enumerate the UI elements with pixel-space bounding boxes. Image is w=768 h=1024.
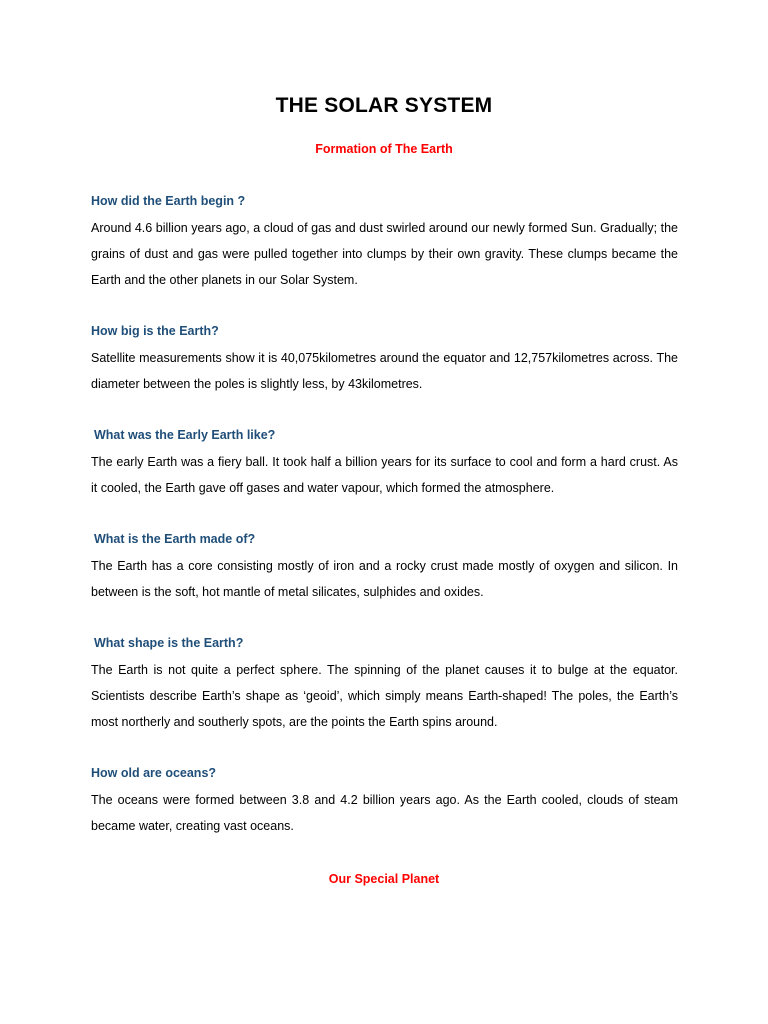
page-title: THE SOLAR SYSTEM (275, 94, 493, 117)
section-body-size: Satellite measurements show it is 40,075kilometres around the equator and 12,757kilometres across. The diameter between the poles is slightly less, by 43kilometres. (91, 351, 678, 391)
section-heading-oceans: How old are oceans? (91, 766, 217, 780)
section-heading-shape: What shape is the Earth? (94, 636, 244, 650)
section-body-composition: The Earth has a core consisting mostly of iron and a rocky crust made mostly of oxygen and silicon. In between is the soft, hot mantle of metal silicates, sulphides and oxides. (91, 559, 678, 599)
section-heading-size: How big is the Earth? (91, 324, 219, 338)
closing-heading: Our Special Planet (328, 872, 440, 886)
subtitle-heading: Formation of The Earth (315, 142, 453, 156)
section-body-oceans: The oceans were formed between 3.8 and 4.2 billion years ago. As the Earth cooled, clouds of steam became water, creating vast oceans. (91, 793, 678, 833)
section-body-begin: Around 4.6 billion years ago, a cloud of gas and dust swirled around our newly formed Sun. Gradually; the grains of dust and gas were pulled together into clumps by their own gravity. These clumps became the Earth and the other planets in our Solar System. (91, 221, 678, 287)
section-heading-begin: How did the Earth begin ? (91, 194, 246, 208)
section-heading-composition: What is the Earth made of? (94, 532, 256, 546)
section-heading-early-earth: What was the Early Earth like? (94, 428, 276, 442)
section-body-shape: The Earth is not quite a perfect sphere. The spinning of the planet causes it to bulge at the equator. Scientists describe Earth’s shape as ‘geoid’, which simply means Earth-shaped! The poles, the Earth’s most northerly and southerly spots, are the points the Earth spins around. (91, 663, 678, 729)
section-body-early-earth: The early Earth was a fiery ball. It took half a billion years for its surface to cool and form a hard crust. As it cooled, the Earth gave off gases and water vapour, which formed the atmosphere. (91, 455, 678, 495)
